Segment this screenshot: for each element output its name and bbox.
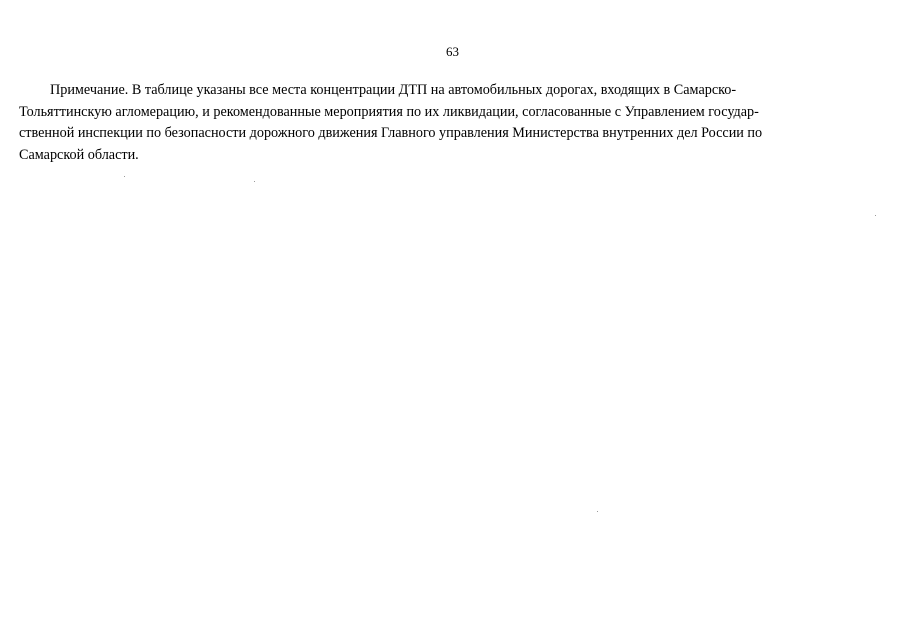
page-number: 63 <box>446 44 459 59</box>
note-line: Тольяттинскую агломерацию, и рекомендованные мероприятия по их ликвидации, согласованные с Управлением государ- <box>19 103 759 120</box>
scan-speck <box>875 215 876 216</box>
note-line: Примечание. В таблице указаны все места концентрации ДТП на автомобильных дорогах, входящих в Самарско- <box>50 82 737 98</box>
note-line: ственной инспекции по безопасности дорожного движения Главного управления Министерства внутренних дел России по <box>19 125 763 142</box>
scan-speck <box>597 511 598 512</box>
scan-speck <box>254 181 255 182</box>
note-line: Самарской области. <box>19 146 139 163</box>
scan-speck <box>124 176 125 177</box>
note-paragraph <box>19 80 854 166</box>
